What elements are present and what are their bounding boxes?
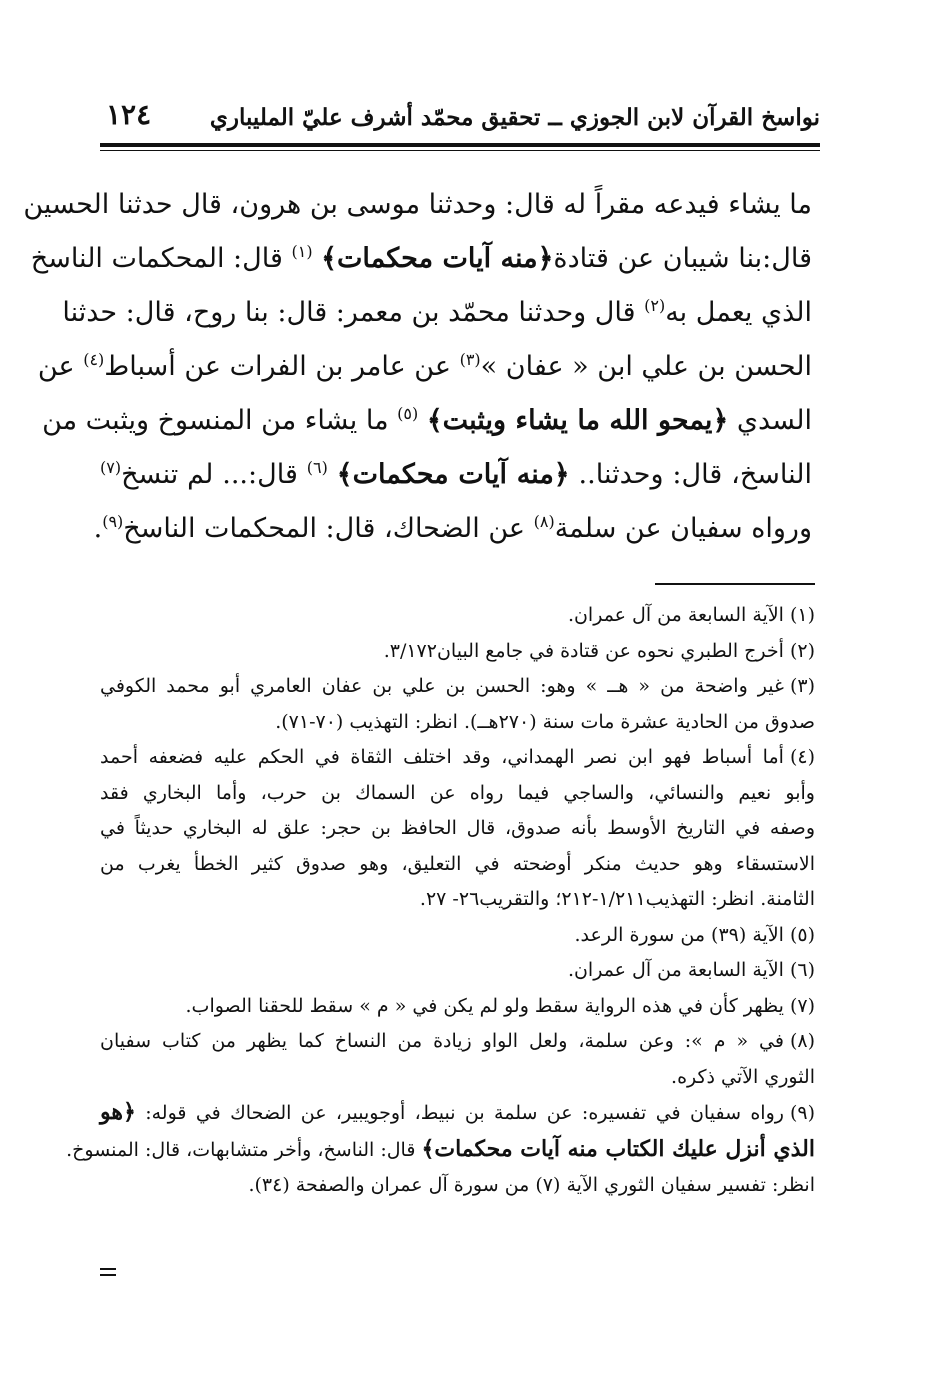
footnote-ref[interactable]: (٦) <box>306 458 328 477</box>
header-rule-thick <box>100 143 820 147</box>
footnote-line <box>66 1132 815 1169</box>
body-text-span: الذي يعمل به <box>665 297 812 328</box>
body-text-span: قال:بنا شيبان عن قتادة <box>553 243 812 274</box>
footnote-text: وأبو نعيم والنسائي، والساجي فيما رواه عن السماك بن حرب، وأما البخاري فقد <box>100 781 815 804</box>
footnote-text: الثوري الآتي ذكره. <box>671 1065 815 1088</box>
footnote-ref[interactable]: (١) <box>291 242 313 261</box>
footnote <box>100 598 815 634</box>
end-mark <box>100 1268 116 1276</box>
footnote-line <box>100 989 815 1025</box>
footnote-line <box>100 1168 815 1204</box>
footnote-line <box>100 1060 815 1096</box>
footnote-ref[interactable]: (٢) <box>644 296 666 315</box>
footnote-number: (٤) <box>789 746 815 768</box>
footnote-ref[interactable]: (٨) <box>533 512 555 531</box>
body-line <box>37 340 812 394</box>
body-text-span: عن الضحاك، قال: المحكمات الناسخ <box>123 513 525 544</box>
footnote-ref[interactable]: (٥) <box>397 404 419 423</box>
footnote-number: (٨) <box>789 1030 815 1052</box>
footnote-line <box>100 740 815 776</box>
body-text-span: ما يشاء من المنسوخ ويثبت من <box>42 405 389 436</box>
footnote-text: الآية (٣٩) من سورة الرعد. <box>574 923 784 946</box>
footnote <box>100 634 815 670</box>
body-text-span: ما يشاء فيدعه مقراً له قال: وحدثنا موسى بن هرون، قال حدثنا الحسين <box>23 189 812 220</box>
footnotes <box>66 598 815 1204</box>
footnote-number: (١) <box>789 604 815 626</box>
footnote-text: صدوق من الحادية عشرة مات سنة (٢٧٠هــ). انظر: التهذيب (٧٠-٧١). <box>275 710 815 733</box>
footnote-line <box>100 1024 815 1060</box>
body-line <box>93 502 812 556</box>
body-line <box>23 178 812 232</box>
body-text-span: عن عامر بن الفرات عن أسباط <box>104 351 451 382</box>
footnote-line <box>100 811 815 847</box>
page-header <box>100 96 820 140</box>
footnote-number: (٦) <box>789 959 815 981</box>
footnote-line <box>100 669 815 705</box>
body-text-span: . <box>93 513 103 544</box>
footnote-number: (٣) <box>789 675 815 697</box>
footnote-text: انظر: تفسير سفيان الثوري الآية (٧) من سورة آل عمران والصفحة (٣٤). <box>248 1174 815 1196</box>
footnote-text: الثامنة. انظر: التهذيب١/٢١١-٢١٢؛ والتقريب٢٦- ٢٧. <box>419 888 815 910</box>
body-text-span: عن <box>37 351 75 382</box>
footnote-number: (٥) <box>789 923 815 946</box>
footnote-ref[interactable]: (٩) <box>102 512 124 531</box>
footnote-line <box>100 1095 815 1132</box>
footnote-line <box>100 882 815 918</box>
footnote-line <box>100 953 815 989</box>
body-text-span: قال: المحكمات الناسخ <box>30 243 283 274</box>
main-text <box>23 178 813 556</box>
footnote-line <box>100 918 815 954</box>
footnote <box>100 740 815 918</box>
footnote-text: أخرج الطبري نحوه عن قتادة في جامع البيان٣/١٧٢. <box>383 639 784 662</box>
quran-verse: ﴿يمحو الله ما يشاء ويثبت﴾ <box>426 405 729 436</box>
footnote-text: في « م »: وعن سلمة، ولعل الواو زيادة من النساخ كما يظهر من كتاب سفيان <box>100 1030 784 1052</box>
footnote-text: يظهر كأن في هذه الرواية سقط ولو لم يكن في « م » سقط للحقنا الصواب. <box>185 994 784 1017</box>
quran-verse: ﴿منه آيات محكمات﴾ <box>321 243 554 274</box>
page-number: ١٢٤ <box>106 98 152 131</box>
footnote <box>100 1024 815 1095</box>
footnote <box>100 669 815 740</box>
footnote-number: (٩) <box>789 1102 815 1124</box>
body-line <box>42 394 812 448</box>
body-text-span: قال:... لم تنسخ <box>121 459 298 490</box>
footnote-text: غير واضحة من « هــ » وهو: الحسن بن علي بن عفان العامري أبو محمد الكوفي <box>100 675 784 697</box>
footnote-line <box>100 598 815 634</box>
quran-verse: ﴿هو <box>100 1099 136 1125</box>
footnote-line <box>100 847 815 883</box>
footnote <box>100 989 815 1025</box>
footnote-line <box>100 776 815 812</box>
body-line <box>30 232 812 286</box>
footnote-ref[interactable]: (٧) <box>100 458 122 477</box>
body-text-span: الناسخ، قال: وحدثنا.. <box>578 459 813 490</box>
quran-verse: الذي أنزل عليك الكتاب منه آيات محكمات﴾ <box>421 1135 815 1162</box>
footnote <box>66 1095 815 1204</box>
body-text-span: ورواه سفيان عن سلمة <box>554 513 812 544</box>
body-line <box>62 286 812 340</box>
footnote-ref[interactable]: (٣) <box>459 350 481 369</box>
body-text-span: السدي <box>736 405 812 436</box>
footnote-text: الآية السابعة من آل عمران. <box>567 959 784 981</box>
footnote-number: (٧) <box>789 994 815 1017</box>
footnote-text: رواه سفيان في تفسيره: عن سلمة بن نبيط، أوجويبير، عن الضحاك في قوله: <box>145 1102 784 1124</box>
footnote-separator <box>655 583 815 585</box>
body-text-span: الحسن بن علي ابن « عفان » <box>480 351 812 382</box>
footnote-text: الآية السابعة من آل عمران. <box>567 604 784 626</box>
footnote <box>100 953 815 989</box>
footnote-text: قال: الناسخ، وأخر متشابهات، قال: المنسوخ. <box>66 1138 416 1161</box>
body-text-span: قال وحدثنا محمّد بن معمر: قال: بنا روح، قال: حدثنا <box>62 297 636 328</box>
running-title: نواسخ القرآن لابن الجوزي ــ تحقيق محمّد أشرف عليّ المليباري <box>209 104 820 131</box>
footnote-ref[interactable]: (٤) <box>83 350 105 369</box>
footnote <box>100 918 815 954</box>
footnote-text: الاستسقاء وهو حديث منكر أوضحته في التعليق، وهو صدوق كثير الخطأ يغرب من <box>100 852 815 875</box>
footnote-line <box>100 705 815 741</box>
quran-verse: ﴿منه آيات محكمات﴾ <box>336 459 570 490</box>
footnote-text: وصفه في التاريخ الأوسط بأنه صدوق، قال الحافظ بن حجر: علق له البخاري حديثاً في <box>100 817 815 839</box>
footnote-text: أما أسباط فهو ابن نصر الهمداني، وقد اختلف الثقاة في الحكم عليه فضعفه أحمد <box>100 746 784 768</box>
footnote-number: (٢) <box>789 639 815 662</box>
footnote-line <box>100 634 815 670</box>
header-rule-thin <box>100 150 820 151</box>
body-line <box>100 448 812 502</box>
